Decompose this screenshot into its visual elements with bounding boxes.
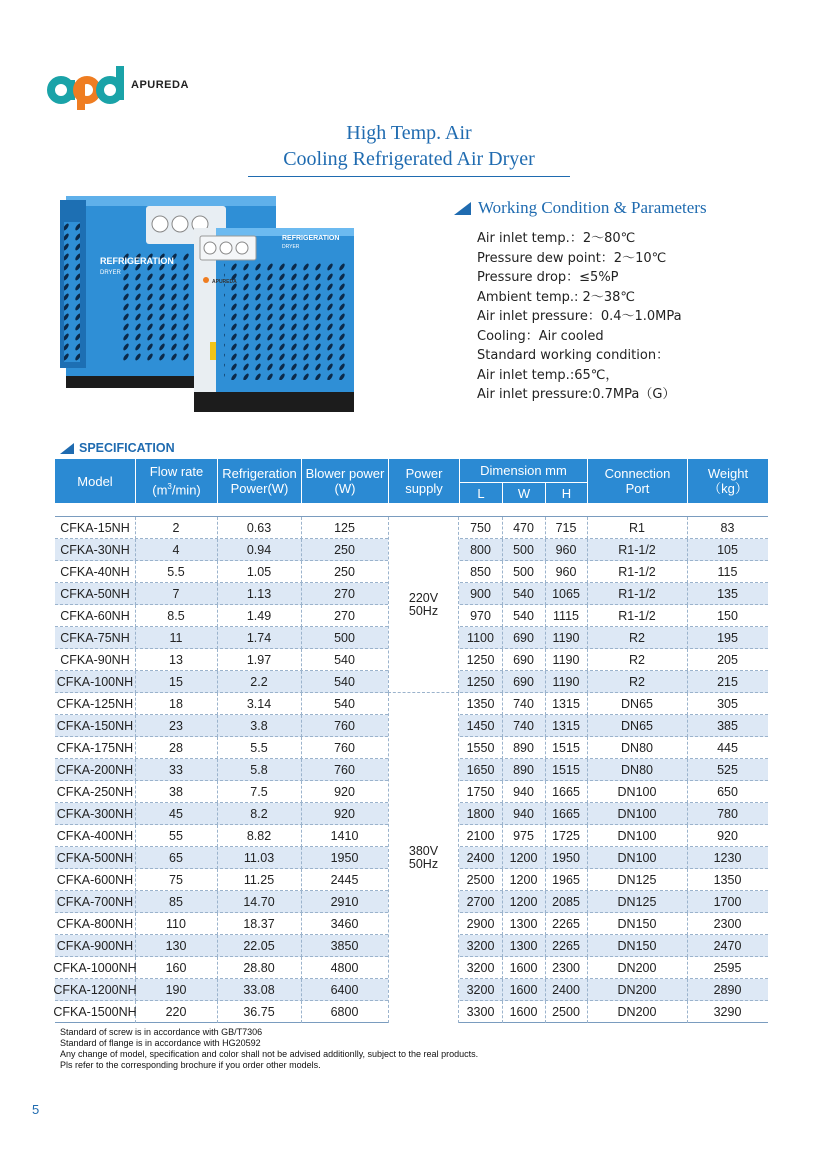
- cell-dim-w: 940: [513, 785, 534, 799]
- cell-model: CFKA-1000NH: [53, 961, 137, 975]
- product-brand-mark: APUREDA: [212, 279, 237, 285]
- cell-blower-power: 2910: [330, 895, 359, 909]
- cell-refrigeration-power: 1.97: [246, 653, 272, 667]
- title-divider: [248, 176, 570, 177]
- working-condition-heading: [454, 198, 707, 218]
- cell-refrigeration-power: 0.63: [246, 521, 272, 535]
- cell-blower-power: 500: [334, 631, 355, 645]
- cell-model: CFKA-100NH: [56, 675, 134, 689]
- cell-dim-h: 715: [555, 521, 577, 535]
- cell-dim-h: 1315: [552, 719, 580, 733]
- cell-weight: 3290: [713, 1005, 742, 1019]
- cell-dim-h: 1190: [552, 631, 580, 645]
- cell-flow-rate: 4: [172, 543, 180, 557]
- cell-weight: 650: [717, 785, 738, 799]
- cell-dim-l: 1800: [466, 807, 495, 821]
- cell-flow-rate: 55: [169, 829, 183, 843]
- header-dim-l: L: [459, 482, 502, 503]
- cell-weight: 135: [717, 587, 738, 601]
- cell-model: CFKA-90NH: [60, 653, 130, 667]
- cell-dim-w: 690: [513, 675, 534, 689]
- cell-refrigeration-power: 1.74: [246, 631, 272, 645]
- cell-connection-port: R1-1/2: [618, 543, 656, 557]
- cell-refrigeration-power: 14.70: [243, 895, 275, 909]
- header-flow-rate-line1: Flow rate: [149, 464, 204, 480]
- cell-refrigeration-power: 11.25: [243, 873, 275, 887]
- header-blower-line2: (W): [334, 481, 356, 496]
- cell-connection-port: DN80: [621, 741, 653, 755]
- cell-refrigeration-power: 1.13: [246, 587, 272, 601]
- cell-weight: 150: [717, 609, 738, 623]
- header-power-line1: Power: [405, 466, 443, 481]
- cell-dim-w: 975: [513, 829, 534, 843]
- cell-dim-w: 1300: [509, 917, 538, 931]
- working-condition-title: Working Condition & Parameters: [478, 198, 707, 217]
- header-refrigeration-line2: Power(W): [230, 481, 289, 496]
- cell-dim-l: 1250: [466, 653, 495, 667]
- cell-dim-h: 1725: [552, 829, 580, 843]
- parameter-item: Cooling：Air cooled: [477, 328, 604, 344]
- cell-weight: 215: [717, 675, 738, 689]
- cell-dim-l: 900: [470, 587, 491, 601]
- cell-dim-l: 1100: [467, 631, 494, 645]
- cell-blower-power: 920: [334, 807, 355, 821]
- cell-connection-port: DN65: [621, 719, 653, 733]
- product-sublabel-front: DRYER: [282, 244, 300, 250]
- cell-dim-h: 960: [555, 543, 577, 557]
- parameter-item: Air inlet temp.：2～80℃: [477, 231, 636, 246]
- cell-connection-port: DN150: [617, 939, 657, 953]
- header-dim-h: H: [545, 482, 587, 503]
- cell-connection-port: DN100: [617, 807, 657, 821]
- cell-blower-power: 760: [334, 741, 355, 755]
- header-blower-power: [301, 459, 388, 503]
- cell-dim-w: 890: [513, 741, 534, 755]
- cell-weight: 1700: [713, 895, 742, 909]
- cell-model: CFKA-400NH: [56, 829, 134, 843]
- cell-flow-rate: 5.5: [167, 565, 185, 579]
- header-weight-line1: Weight: [707, 466, 749, 481]
- cell-weight: 1350: [713, 873, 742, 887]
- flow-unit-sup: 3: [167, 482, 172, 492]
- cell-model: CFKA-700NH: [56, 895, 134, 909]
- header-power-supply: [388, 459, 459, 503]
- cell-model: CFKA-75NH: [60, 631, 130, 645]
- cell-dim-l: 3300: [466, 1005, 495, 1019]
- cell-dim-l: 800: [470, 543, 491, 557]
- cell-dim-h: 1315: [552, 697, 580, 711]
- cell-dim-h: 1950: [552, 851, 580, 865]
- cell-connection-port: DN80: [621, 763, 653, 777]
- cell-dim-w: 740: [513, 697, 534, 711]
- cell-refrigeration-power: 7.5: [250, 785, 268, 799]
- cell-blower-power: 760: [334, 719, 355, 733]
- cell-refrigeration-power: 2.2: [250, 675, 268, 689]
- cell-dim-h: 1965: [552, 873, 580, 887]
- cell-connection-port: DN200: [617, 1005, 657, 1019]
- cell-flow-rate: 7: [172, 587, 180, 601]
- page-number: 5: [32, 1102, 40, 1117]
- footnotes: [60, 1027, 478, 1071]
- header-flow-rate: [135, 459, 217, 503]
- footnote: Standard of screw is in accordance with GB/T7306: [60, 1027, 263, 1037]
- cell-blower-power: 4800: [330, 961, 359, 975]
- cell-refrigeration-power: 8.82: [246, 829, 272, 843]
- header-dim-w: W: [502, 482, 545, 503]
- header-connection-port: [587, 459, 687, 503]
- cell-dim-l: 1750: [466, 785, 495, 799]
- cell-connection-port: R1: [629, 521, 645, 535]
- cell-connection-port: DN100: [617, 829, 657, 843]
- parameter-item: Air inlet pressure：0.4～1.0MPa: [477, 309, 682, 324]
- header-model: [55, 459, 135, 503]
- cell-flow-rate: 220: [165, 1005, 187, 1019]
- brand-name: APUREDA: [131, 79, 189, 91]
- cell-weight: 83: [720, 521, 735, 535]
- cell-flow-rate: 33: [169, 763, 183, 777]
- cell-weight: 2595: [713, 961, 742, 975]
- cell-dim-l: 3200: [466, 961, 495, 975]
- cell-model: CFKA-125NH: [56, 697, 134, 711]
- cell-connection-port: DN200: [617, 961, 657, 975]
- cell-dim-h: 960: [555, 565, 577, 579]
- cell-dim-l: 1650: [466, 763, 495, 777]
- cell-blower-power: 270: [334, 609, 355, 623]
- cell-dim-h: 1115: [553, 609, 579, 623]
- cell-connection-port: R2: [629, 653, 645, 667]
- cell-weight: 195: [717, 631, 738, 645]
- cell-flow-rate: 130: [165, 939, 187, 953]
- header-weight: [687, 459, 768, 503]
- cell-blower-power: 1950: [330, 851, 359, 865]
- cell-connection-port: DN65: [621, 697, 653, 711]
- cell-blower-power: 540: [334, 675, 355, 689]
- cell-connection-port: R1-1/2: [618, 609, 656, 623]
- cell-connection-port: DN100: [617, 785, 657, 799]
- cell-dim-l: 2100: [466, 829, 495, 843]
- cell-dim-h: 1190: [552, 653, 580, 667]
- cell-dim-w: 940: [513, 807, 534, 821]
- cell-dim-w: 1600: [509, 1005, 538, 1019]
- cell-connection-port: R1-1/2: [618, 565, 656, 579]
- cell-dim-w: 1200: [509, 851, 538, 865]
- cell-model: CFKA-600NH: [56, 873, 134, 887]
- cell-refrigeration-power: 3.8: [250, 719, 268, 733]
- cell-weight: 205: [717, 653, 738, 667]
- cell-dim-w: 890: [513, 763, 534, 777]
- cell-blower-power: 1410: [330, 829, 359, 843]
- cell-blower-power: 540: [334, 653, 355, 667]
- cell-model: CFKA-250NH: [56, 785, 134, 799]
- cell-blower-power: 6800: [330, 1005, 359, 1019]
- cell-dim-h: 1515: [552, 763, 580, 777]
- cell-blower-power: 760: [334, 763, 355, 777]
- title-line-1: High Temp. Air: [346, 122, 472, 144]
- specification-heading: [60, 441, 175, 455]
- cell-weight: 445: [717, 741, 738, 755]
- cell-dim-w: 470: [513, 521, 534, 535]
- cell-dim-l: 1250: [466, 675, 495, 689]
- footnote: Standard of flange is in accordance with HG20592: [60, 1038, 261, 1048]
- cell-flow-rate: 2: [172, 521, 180, 535]
- cell-dim-l: 1550: [466, 741, 495, 755]
- cell-dim-h: 2300: [552, 961, 580, 975]
- cell-dim-l: 2700: [466, 895, 495, 909]
- title-line-2: Cooling Refrigerated Air Dryer: [283, 148, 535, 170]
- cell-dim-l: 2900: [466, 917, 495, 931]
- cell-connection-port: R2: [629, 675, 645, 689]
- product-sublabel-back: DRYER: [100, 270, 121, 276]
- cell-weight: 105: [717, 543, 738, 557]
- header-flow-rate-line2: [152, 479, 201, 497]
- cell-weight: 2470: [713, 939, 742, 953]
- cell-refrigeration-power: 1.05: [246, 565, 272, 579]
- cell-dim-w: 500: [513, 565, 534, 579]
- cell-connection-port: DN125: [617, 873, 657, 887]
- power-supply-220v: [388, 517, 459, 693]
- cell-weight: 115: [717, 565, 738, 579]
- cell-flow-rate: 13: [169, 653, 183, 667]
- spec-table-header: [55, 459, 768, 503]
- header-connection-line2: Port: [625, 481, 650, 496]
- cell-refrigeration-power: 1.49: [246, 609, 272, 623]
- cell-flow-rate: 75: [169, 873, 183, 887]
- cell-weight: 2300: [713, 917, 742, 931]
- cell-dim-h: 2500: [552, 1005, 580, 1019]
- parameter-item: Ambient temp.: 2～38℃: [477, 289, 635, 305]
- triangle-icon: [60, 443, 74, 454]
- cell-dim-l: 3200: [466, 939, 495, 953]
- cell-dim-h: 2400: [552, 983, 580, 997]
- cell-refrigeration-power: 33.08: [243, 983, 275, 997]
- cell-model: CFKA-1200NH: [53, 983, 137, 997]
- cell-dim-w: 1600: [509, 961, 538, 975]
- cell-weight: 525: [717, 763, 738, 777]
- cell-weight: 1230: [713, 851, 742, 865]
- product-label-front: REFRIGERATION: [282, 235, 340, 242]
- cell-weight: 920: [717, 829, 738, 843]
- cell-flow-rate: 28: [169, 741, 183, 755]
- specification-title: SPECIFICATION: [79, 441, 175, 455]
- cell-refrigeration-power: 11.03: [243, 851, 275, 865]
- cell-blower-power: 270: [334, 587, 355, 601]
- parameter-item: Air inlet temp.:65℃，: [477, 367, 619, 383]
- cell-flow-rate: 18: [169, 697, 183, 711]
- cell-flow-rate: 15: [169, 675, 183, 689]
- cell-blower-power: 540: [334, 697, 355, 711]
- power-supply-380v: [388, 693, 459, 1023]
- cell-flow-rate: 8.5: [167, 609, 185, 623]
- cell-refrigeration-power: 28.80: [243, 961, 275, 975]
- cell-blower-power: 6400: [330, 983, 359, 997]
- cell-dim-l: 2400: [466, 851, 495, 865]
- cell-model: CFKA-1500NH: [53, 1005, 137, 1019]
- cell-model: CFKA-175NH: [56, 741, 134, 755]
- cell-dim-h: 2265: [552, 939, 580, 953]
- cell-model: CFKA-500NH: [56, 851, 134, 865]
- cell-dim-l: 2500: [466, 873, 495, 887]
- cell-dim-w: 690: [513, 631, 534, 645]
- cell-dim-w: 540: [513, 609, 534, 623]
- cell-dim-l: 1350: [466, 697, 495, 711]
- cell-connection-port: DN150: [617, 917, 657, 931]
- parameter-item: Pressure dew point：2～10℃: [477, 250, 667, 266]
- header-connection-line1: Connection: [604, 466, 671, 481]
- header-dimension: Dimension mm: [459, 459, 587, 482]
- cell-flow-rate: 85: [169, 895, 183, 909]
- cell-connection-port: DN100: [617, 851, 657, 865]
- cell-blower-power: 3850: [330, 939, 359, 953]
- footnote: Pls refer to the corresponding brochure if you order other models.: [60, 1060, 321, 1070]
- product-label-back: REFRIGERATION: [100, 256, 174, 266]
- cell-refrigeration-power: 3.14: [246, 697, 272, 711]
- cell-model: CFKA-60NH: [60, 609, 130, 623]
- cell-dim-h: 2085: [552, 895, 580, 909]
- header-power-line2: supply: [405, 481, 443, 496]
- cell-refrigeration-power: 22.05: [243, 939, 275, 953]
- cell-refrigeration-power: 5.5: [250, 741, 268, 755]
- cell-dim-h: 1665: [552, 807, 580, 821]
- cell-blower-power: 2445: [330, 873, 359, 887]
- cell-refrigeration-power: 0.94: [246, 543, 272, 557]
- cell-model: CFKA-200NH: [56, 763, 134, 777]
- cell-connection-port: DN125: [617, 895, 657, 909]
- header-model-label: Model: [77, 473, 113, 489]
- cell-blower-power: 3460: [330, 917, 359, 931]
- cell-dim-l: 3200: [466, 983, 495, 997]
- cell-blower-power: 920: [334, 785, 355, 799]
- cell-model: CFKA-800NH: [56, 917, 134, 931]
- power-380-line1: 380V: [408, 844, 439, 858]
- flow-unit-close: /min): [171, 482, 201, 498]
- cell-model: CFKA-50NH: [60, 587, 130, 601]
- cell-connection-port: R2: [629, 631, 645, 645]
- cell-weight: 2890: [713, 983, 742, 997]
- cell-flow-rate: 45: [169, 807, 183, 821]
- power-220-line1: 220V: [408, 590, 439, 605]
- cell-weight: 385: [717, 719, 738, 733]
- cell-refrigeration-power: 8.2: [250, 807, 268, 821]
- cell-connection-port: DN200: [617, 983, 657, 997]
- cell-flow-rate: 11: [169, 631, 183, 645]
- cell-dim-h: 1515: [552, 741, 580, 755]
- cell-model: CFKA-15NH: [60, 521, 130, 535]
- cell-flow-rate: 38: [169, 785, 183, 799]
- cell-dim-w: 690: [513, 653, 534, 667]
- cell-dim-h: 1665: [552, 785, 580, 799]
- cell-blower-power: 250: [334, 543, 355, 557]
- cell-dim-l: 750: [470, 521, 491, 535]
- cell-refrigeration-power: 36.75: [243, 1005, 275, 1019]
- cell-model: CFKA-30NH: [60, 543, 130, 557]
- apd-logo-icon: [47, 64, 127, 110]
- header-weight-line2: （kg）: [708, 481, 748, 496]
- cell-flow-rate: 110: [166, 917, 186, 931]
- header-refrigeration: [217, 459, 301, 503]
- cell-dim-l: 850: [470, 565, 491, 579]
- cell-flow-rate: 23: [169, 719, 183, 733]
- spec-table-body: [55, 516, 768, 1023]
- cell-dim-w: 540: [513, 587, 534, 601]
- cell-dim-w: 1300: [509, 939, 538, 953]
- parameter-list: [477, 229, 682, 405]
- power-220-line2: 50Hz: [408, 603, 439, 618]
- cell-weight: 780: [717, 807, 738, 821]
- cell-model: CFKA-150NH: [56, 719, 134, 733]
- cell-dim-l: 970: [470, 609, 491, 623]
- cell-blower-power: 250: [334, 565, 355, 579]
- flow-unit-open: (m: [152, 482, 168, 498]
- footnote: Any change of model, specification and color shall not be advised additionlly, subject to the real products.: [60, 1049, 479, 1059]
- cell-blower-power: 125: [334, 521, 355, 535]
- cell-dim-w: 1200: [509, 895, 538, 909]
- cell-dim-w: 1200: [509, 873, 538, 887]
- cell-model: CFKA-40NH: [60, 565, 130, 579]
- triangle-icon: [454, 202, 471, 215]
- cell-dim-w: 1600: [509, 983, 538, 997]
- cell-dim-w: 740: [513, 719, 534, 733]
- cell-dim-h: 1065: [552, 587, 580, 601]
- cell-model: CFKA-900NH: [56, 939, 134, 953]
- parameter-item: Pressure drop：≤5%P: [477, 270, 619, 285]
- page-title: [248, 120, 570, 172]
- cell-weight: 305: [717, 697, 738, 711]
- header-refrigeration-line1: Refrigeration: [222, 466, 297, 481]
- cell-model: CFKA-300NH: [56, 807, 134, 821]
- power-380-line2: 50Hz: [408, 857, 439, 871]
- cell-refrigeration-power: 5.8: [250, 763, 268, 777]
- cell-flow-rate: 190: [165, 983, 187, 997]
- product-photo: [60, 192, 360, 414]
- cell-dim-h: 2265: [552, 917, 580, 931]
- parameter-item: Air inlet pressure:0.7MPa（G）: [477, 387, 676, 402]
- cell-flow-rate: 65: [169, 851, 183, 865]
- cell-dim-l: 1450: [466, 719, 495, 733]
- cell-connection-port: R1-1/2: [618, 587, 656, 601]
- cell-dim-h: 1190: [552, 675, 580, 689]
- cell-refrigeration-power: 18.37: [243, 917, 275, 931]
- parameter-item: Standard working condition：: [477, 348, 670, 363]
- header-blower-line1: Blower power: [305, 466, 385, 481]
- cell-dim-w: 500: [513, 543, 534, 557]
- cell-flow-rate: 160: [165, 961, 187, 975]
